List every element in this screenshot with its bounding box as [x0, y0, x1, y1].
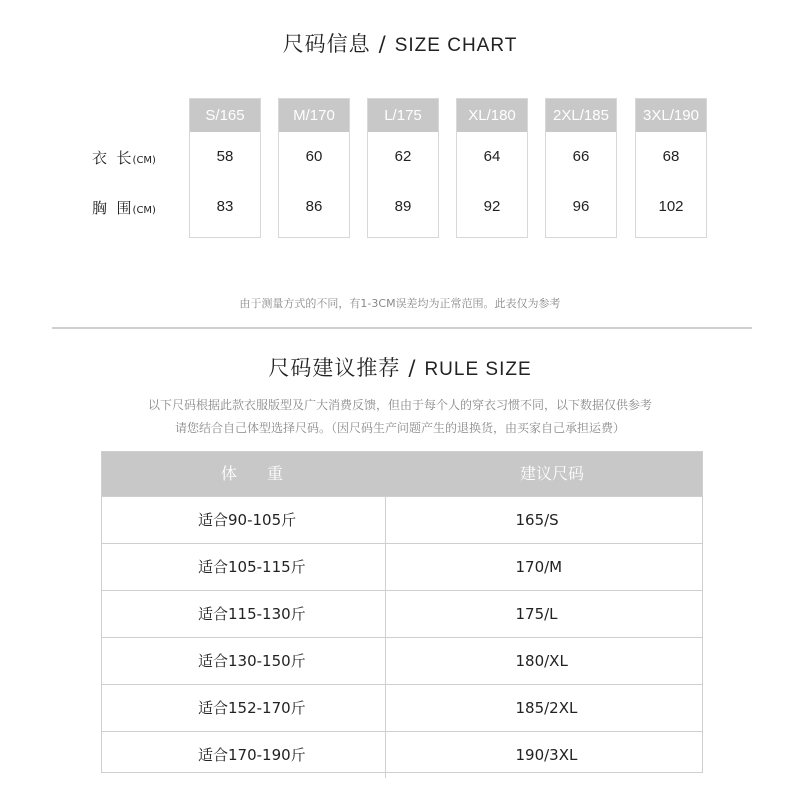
weight-cell: 适合115-130斤	[102, 591, 386, 637]
size-cell: 170/M	[515, 558, 563, 576]
size-column	[456, 98, 528, 238]
row-label-chest	[92, 197, 156, 218]
size-column	[545, 98, 617, 238]
size-header: L/175	[368, 99, 438, 132]
header-weight: 体重	[220, 464, 313, 483]
row-label-chest-unit: (CM)	[132, 205, 156, 216]
row-label-length-unit: (CM)	[132, 155, 156, 166]
title-slash: /	[408, 356, 417, 380]
row-label-chest-text: 胸 围	[92, 199, 132, 217]
size-chest-value: 86	[305, 198, 323, 215]
size-chest-value: 83	[216, 198, 234, 215]
size-header: M/170	[279, 99, 349, 132]
table-row	[102, 590, 702, 637]
rule-size-table	[101, 451, 703, 773]
size-chest-value: 89	[394, 198, 412, 215]
weight-cell: 适合130-150斤	[102, 638, 386, 684]
size-column	[189, 98, 261, 238]
size-cell: 185/2XL	[515, 699, 578, 717]
size-chest-value: 92	[483, 198, 501, 215]
weight-cell: 适合105-115斤	[102, 544, 386, 590]
size-chest-value: 96	[572, 198, 590, 215]
size-chart-title-en: SIZE CHART	[394, 35, 518, 56]
rule-size-desc-line2: 请您结合自己体型选择尺码。（因尺码生产问题产生的退换货，由买家自己承担运费）	[174, 421, 625, 435]
title-slash: /	[378, 32, 387, 56]
table-row	[102, 543, 702, 590]
size-length-value: 66	[572, 148, 590, 165]
table-header	[102, 452, 702, 496]
size-column	[367, 98, 439, 238]
size-chart-title	[0, 28, 800, 58]
size-length-value: 62	[394, 148, 412, 165]
size-cell: 190/3XL	[515, 746, 578, 764]
size-chart-title-cn: 尺码信息	[282, 32, 371, 56]
size-length-value: 64	[483, 148, 501, 165]
size-chart-note: 由于测量方式的不同，有1-3CM误差均为正常范围。此表仅为参考	[239, 297, 561, 310]
rule-size-desc-line1: 以下尺码根据此款衣服版型及广大消费反馈，但由于每个人的穿衣习惯不同，以下数据仅供参考	[147, 398, 652, 412]
size-length-value: 60	[305, 148, 323, 165]
size-header: 2XL/185	[546, 99, 616, 132]
weight-cell: 适合152-170斤	[102, 685, 386, 731]
size-cell: 175/L	[515, 605, 558, 623]
size-chest-value: 102	[658, 198, 684, 215]
table-row	[102, 684, 702, 731]
size-length-value: 58	[216, 148, 234, 165]
row-label-length	[92, 147, 156, 168]
size-header: S/165	[190, 99, 260, 132]
weight-cell: 适合170-190斤	[102, 732, 386, 778]
section-divider	[52, 327, 752, 329]
size-header: XL/180	[457, 99, 527, 132]
size-cell: 165/S	[515, 511, 559, 529]
rule-size-title	[0, 352, 800, 382]
row-label-length-text: 衣 长	[92, 149, 132, 167]
size-column	[278, 98, 350, 238]
header-suggested-size: 建议尺码	[519, 464, 584, 483]
weight-cell: 适合90-105斤	[102, 497, 386, 543]
size-header: 3XL/190	[636, 99, 706, 132]
size-length-value: 68	[662, 148, 680, 165]
table-row	[102, 731, 702, 778]
rule-size-title-en: RULE SIZE	[424, 359, 532, 380]
size-cell: 180/XL	[515, 652, 568, 670]
table-row	[102, 496, 702, 543]
size-column	[635, 98, 707, 238]
table-row	[102, 637, 702, 684]
rule-size-title-cn: 尺码建议推荐	[268, 356, 401, 380]
